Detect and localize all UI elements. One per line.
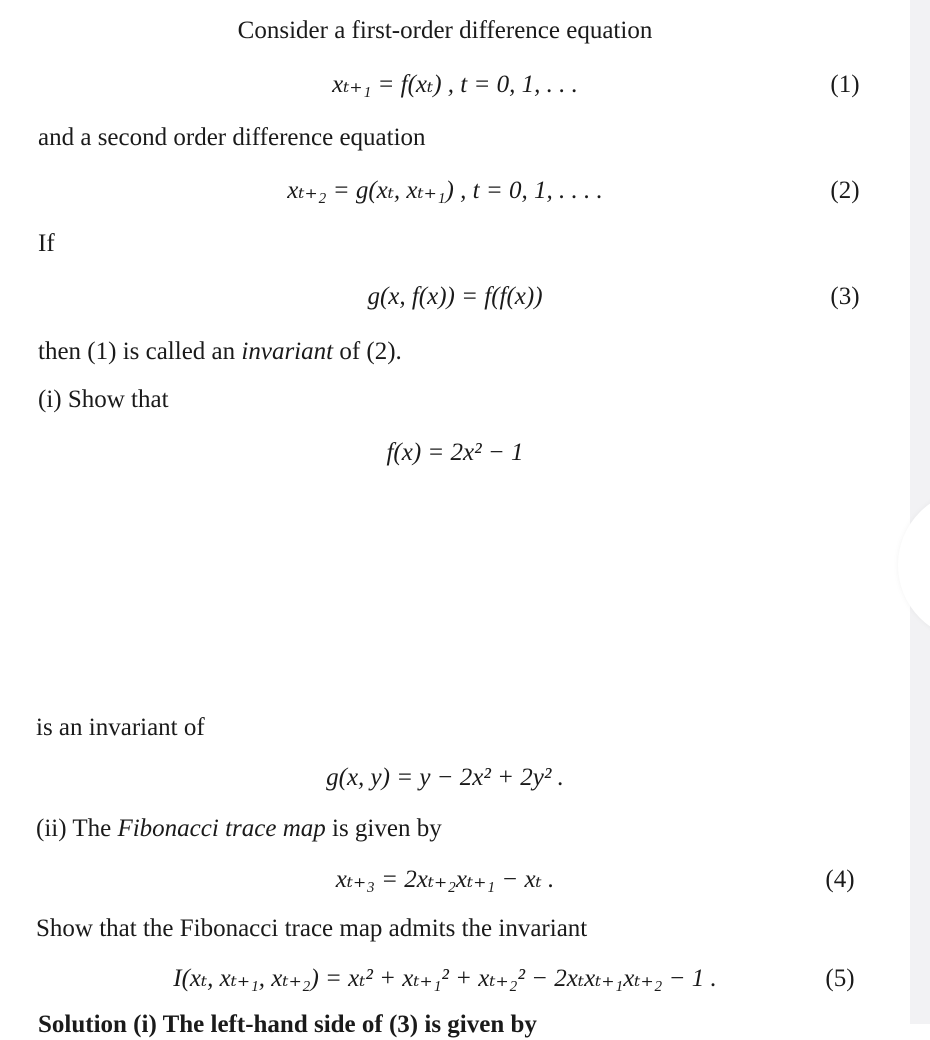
invariant-definition-a: then (1) is called an [38,338,242,365]
if-text: If [38,230,55,257]
equation-3: g(x, f(x)) = f(f(x)) [367,283,543,310]
equation-2: xₜ₊₂ = g(xₜ, xₜ₊₁) , t = 0, 1, . . . . [287,177,603,204]
invariant-definition-b: of (2). [333,338,402,365]
part-ii-b: is given by [325,815,442,842]
equation-3-number: (3) [830,283,860,310]
solution-heading-cutoff: Solution (i) The left-hand side of (3) is given by [38,1011,537,1038]
part-ii-a: (ii) The [36,815,118,842]
fibonacci-term: Fibonacci trace map [117,815,326,842]
equation-1: xₜ₊₁ = f(xₜ) , t = 0, 1, . . . [332,71,578,98]
show-invariant-text: Show that the Fibonacci trace map admits the invariant [36,915,588,942]
equation-g: g(x, y) = y − 2x² + 2y² . [326,764,564,791]
equation-1-number: (1) [830,71,860,98]
equation-5-number: (5) [825,965,855,992]
second-order-intro: and a second order difference equation [38,124,426,151]
invariant-of-text: is an invariant of [36,714,205,741]
equation-f: f(x) = 2x² − 1 [386,439,524,466]
equation-4-number: (4) [825,866,855,893]
part-ii-text [36,814,442,844]
invariant-term: invariant [241,338,334,365]
equation-2-number: (2) [830,177,860,204]
equation-5: I(xₜ, xₜ₊₁, xₜ₊₂) = xₜ² + xₜ₊₁² + xₜ₊₂² − 2xₜxₜ₊₁xₜ₊₂ − 1 . [173,965,717,992]
part-i-label: (i) Show that [38,386,169,413]
equation-4: xₜ₊₃ = 2xₜ₊₂xₜ₊₁ − xₜ . [335,866,555,893]
intro-text: Consider a first-order difference equation [237,17,653,44]
invariant-definition [38,337,402,367]
